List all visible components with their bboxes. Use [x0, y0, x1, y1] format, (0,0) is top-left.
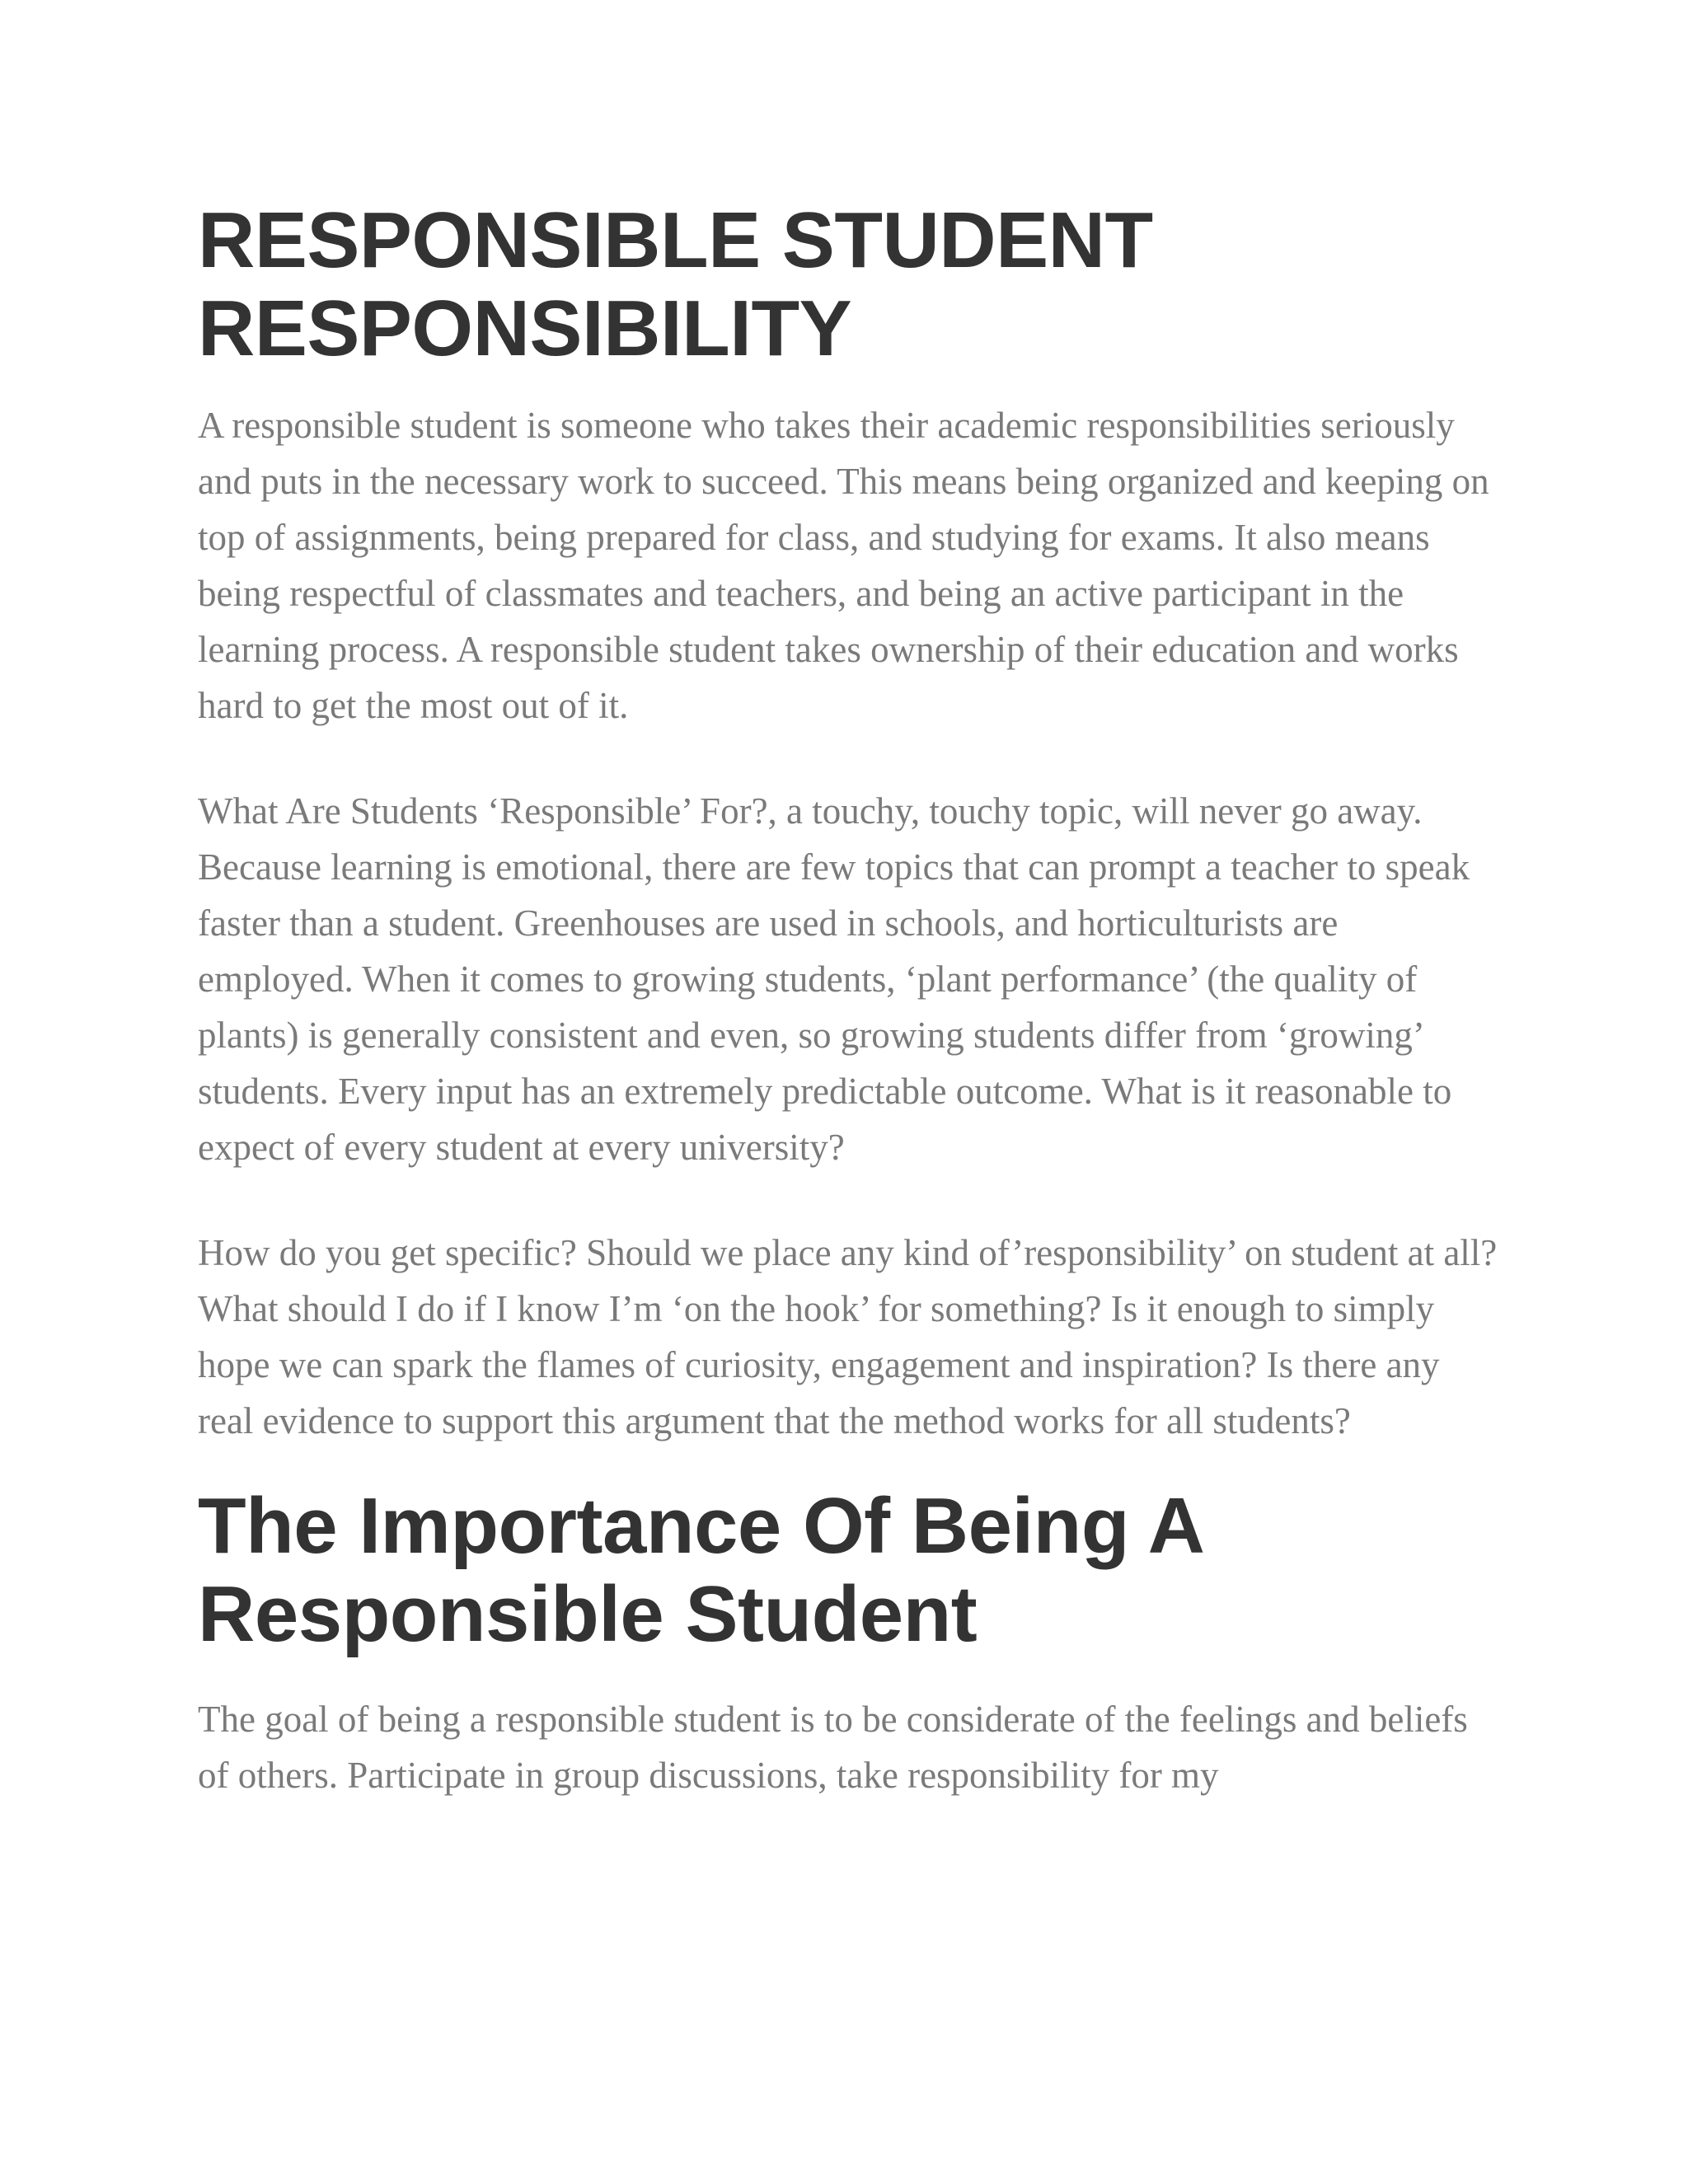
section-heading-importance: The Importance Of Being A Responsible Student [198, 1482, 1202, 1658]
paragraph-intro: A responsible student is someone who takes their academic responsibilities seriously and puts in the necessary work to succeed. This means being organized and keeping on top of assignments, being prepared for class, and studying for exams. It also means being respectful of classmates and teachers, and being an active participant in the learning process. A responsible student takes ownership of their education and works hard to get the most out of it. [198, 405, 1489, 726]
paragraph-responsible-for: What Are Students ‘Responsible’ For?, a touchy, touchy topic, will never go away. Because learning is emotional, there are few topics that can prompt a teacher to speak faster than a student. Greenhouses are used in schools, and horticulturists are employed. When it comes to growing students, ‘plant performance’ (the quality of plants) is generally consistent and even, so growing students differ from ‘growing’ students. Every input has an extremely predictable outcome. What is it reasonable to expect of every student at every university? [198, 790, 1470, 1168]
paragraph-goal: The goal of being a responsible student is to be considerate of the feelings and beliefs of others. Participate in group discussions, take responsibility for my [198, 1699, 1468, 1796]
paragraph-questions: How do you get specific? Should we place any kind of’responsibility’ on student at all? What should I do if I know I’m ‘on the hook’ for something? Is it enough to simply hope we can spark the flames of curiosity, engagement and inspiration? Is there any real evidence to support this argument that the method works for all students? [198, 1232, 1498, 1441]
page-title: RESPONSIBLE STUDENT RESPONSIBILITY [198, 196, 1153, 373]
document-page [198, 196, 1500, 1803]
